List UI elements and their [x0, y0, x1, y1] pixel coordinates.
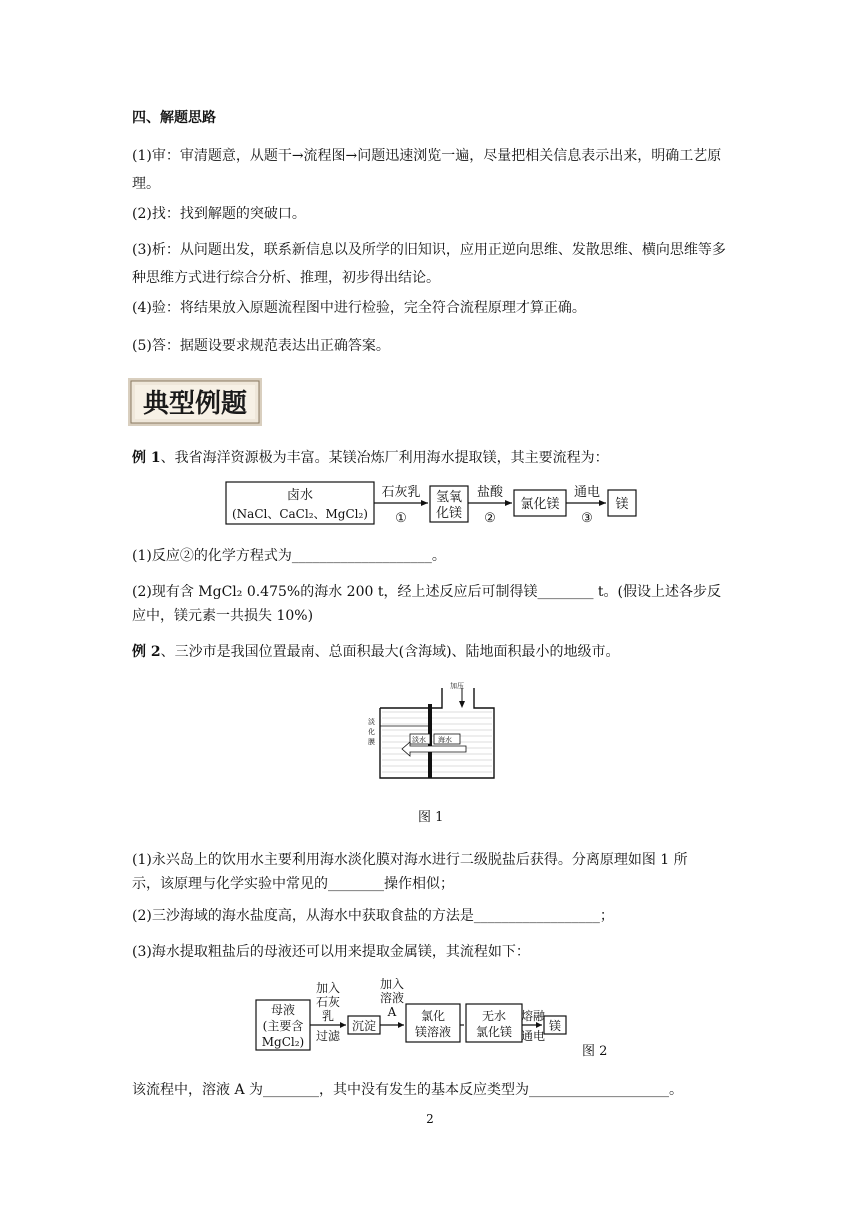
ex1-arrow3-condition: 通电 — [573, 485, 601, 500]
ex1-arrow1-step: ① — [395, 511, 407, 526]
step-2: (2)找：找到解题的突破口。 — [132, 206, 306, 222]
arrow1-operation: 过滤 — [315, 1029, 341, 1043]
ex2-stem — [132, 638, 732, 666]
arrow4-condition-1: 熔融 — [520, 1009, 546, 1023]
figure-2-caption: 图 2 — [582, 1044, 608, 1059]
membrane-label-3: 膜 — [368, 738, 375, 746]
ex2-question-1-line2: 示，该原理与化学实验中常见的________操作相似； — [132, 876, 454, 892]
ex2-flowchart — [254, 978, 572, 1054]
anhydrous-line2: 氯化镁 — [475, 1025, 513, 1039]
ex1-question-2-line1: (2)现有含 MgCl₂ 0.475%的海水 200 t，经上述反应后可制得镁________ t。(假设上述各步反 — [132, 584, 721, 600]
anhydrous-line1: 无水 — [481, 1009, 507, 1023]
arrow1-reagent-line1: 加入 — [315, 981, 341, 995]
arrow2-reagent-line1: 加入 — [379, 978, 405, 991]
ex1-label: 例 1 — [132, 450, 161, 466]
ex1-arrow1-reagent: 石灰乳 — [381, 485, 421, 500]
mgcl2-solution-line2: 镁溶液 — [414, 1025, 452, 1039]
section-title: 四、解题思路 — [132, 110, 216, 126]
step-4: (4)验：将结果放入原题流程图中进行检验，完全符合流程原理才算正确。 — [132, 300, 586, 316]
ex2-question-2: (2)三沙海域的海水盐度高，从海水中获取食盐的方法是__________________； — [132, 908, 614, 924]
ex1-stem — [132, 444, 732, 472]
ex1-stem-text: 、我省海洋资源极为丰富。某镁冶炼厂利用海水提取镁，其主要流程为： — [160, 450, 609, 466]
ex1-question-2-line2: 应中，镁元素一共损失 10%) — [132, 608, 314, 624]
ex1-brine-composition: (NaCl、CaCl₂、MgCl₂) — [231, 507, 369, 521]
ex1-question-1: (1)反应②的化学方程式为____________________。 — [132, 548, 446, 564]
ex1-arrow2-reagent: 盐酸 — [476, 485, 504, 500]
arrow4-condition-2: 通电 — [520, 1029, 546, 1043]
arrow1-reagent-line2: 石灰 — [315, 995, 341, 1009]
typical-examples-banner — [128, 378, 262, 426]
ex1-chloride-label: 氯化镁 — [520, 497, 560, 512]
mgcl2-solution-line1: 氯化 — [420, 1009, 446, 1023]
page-number: 2 — [426, 1112, 434, 1126]
ex2-stem-text: 、三沙市是我国位置最南、总面积最大(含海域)、陆地面积最小的地级市。 — [160, 644, 620, 660]
ex1-arrow2-step: ② — [484, 511, 496, 526]
sea-water-label: 海水 — [438, 736, 452, 744]
membrane-figure — [366, 682, 502, 782]
banner-text: 典型例题 — [142, 389, 248, 419]
arrow2-reagent-line3: A — [387, 1005, 397, 1019]
ex1-arrow3-step: ③ — [581, 511, 593, 526]
pressure-label: 加压 — [450, 682, 464, 690]
mg-label: 镁 — [548, 1019, 562, 1033]
membrane-label-1: 淡 — [368, 718, 375, 726]
figure-1-caption: 图 1 — [418, 810, 444, 825]
ex1-flowchart — [224, 478, 644, 530]
ex2-question-3: (3)海水提取粗盐后的母液还可以用来提取金属镁，其流程如下： — [132, 944, 530, 960]
step-5: (5)答：据题设要求规范表达出正确答案。 — [132, 338, 390, 354]
ex2-label: 例 2 — [132, 644, 161, 660]
ex2-question-4: 该流程中，溶液 A 为________，其中没有发生的基本反应类型为____________________。 — [132, 1082, 684, 1098]
membrane-label-2: 化 — [368, 728, 375, 736]
mother-liquor-label: 母液 — [270, 1003, 296, 1017]
ex1-brine-label: 卤水 — [286, 488, 314, 503]
fresh-water-label: 淡水 — [412, 736, 426, 744]
step-3: (3)析：从问题出发，联系新信息以及所学的旧知识，应用正逆向思维、发散思维、横向思维等多种思维方式进行综合分析、推理，初步得出结论。 — [132, 242, 726, 286]
ex1-hydroxide-line2: 化镁 — [435, 506, 463, 521]
ex1-mg-label: 镁 — [615, 497, 629, 512]
mother-liquor-note: (主要含 — [262, 1019, 304, 1033]
precipitate-label: 沉淀 — [351, 1019, 377, 1033]
ex1-hydroxide-line1: 氢氧 — [435, 490, 463, 505]
arrow1-reagent-line3: 乳 — [321, 1009, 335, 1023]
step-1: (1)审：审清题意，从题干→流程图→问题迅速浏览一遍，尽量把相关信息表示出来，明确工艺原理。 — [132, 148, 722, 192]
mother-liquor-mgcl2: MgCl₂) — [261, 1035, 305, 1049]
ex2-question-1-line1: (1)永兴岛上的饮用水主要利用海水淡化膜对海水进行二级脱盐后获得。分离原理如图 1 所 — [132, 852, 688, 868]
arrow2-reagent-line2: 溶液 — [379, 991, 405, 1005]
